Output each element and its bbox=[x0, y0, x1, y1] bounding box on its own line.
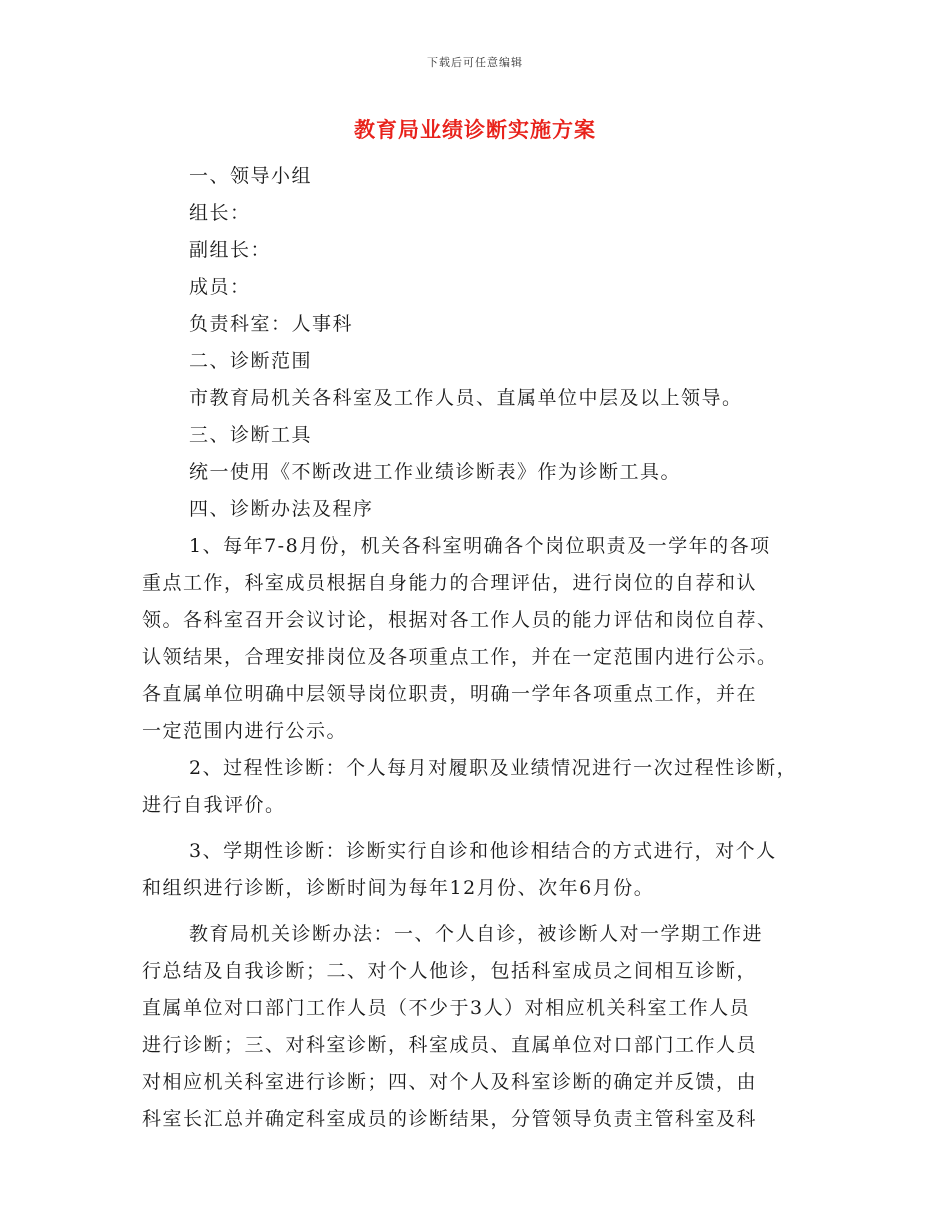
paragraph-line: 各直属单位明确中层领导岗位职责，明确一学年各项重点工作，并在 bbox=[142, 683, 758, 705]
text-line: 负责科室：人事科 bbox=[189, 313, 354, 335]
text-line: 成员： bbox=[189, 276, 251, 298]
paragraph-line: 一定范围内进行公示。 bbox=[142, 720, 348, 742]
section-heading-methods: 四、诊断办法及程序 bbox=[189, 498, 374, 520]
text-line: 统一使用《不断改进工作业绩诊断表》作为诊断工具。 bbox=[189, 461, 682, 483]
paragraph-line: 行总结及自我诊断；二、对个人他诊，包括科室成员之间相互诊断， bbox=[142, 960, 758, 982]
paragraph-line: 2、过程性诊断：个人每月对履职及业绩情况进行一次过程性诊断， bbox=[189, 757, 798, 779]
section-heading-scope: 二、诊断范围 bbox=[189, 350, 313, 372]
text-line: 组长： bbox=[189, 202, 251, 224]
text-line: 市教育局机关各科室及工作人员、直属单位中层及以上领导。 bbox=[189, 387, 743, 409]
paragraph-line: 直属单位对口部门工作人员（不少于3人）对相应机关科室工作人员 bbox=[142, 997, 751, 1019]
paragraph-line: 进行诊断；三、对科室诊断，科室成员、直属单位对口部门工作人员 bbox=[142, 1034, 758, 1056]
page-header-note: 下载后可任意编辑 bbox=[427, 56, 523, 69]
section-heading-tools: 三、诊断工具 bbox=[189, 424, 313, 446]
paragraph-line: 和组织进行诊断，诊断时间为每年12月份、次年6月份。 bbox=[142, 877, 655, 899]
paragraph-line: 重点工作，科室成员根据自身能力的合理评估，进行岗位的自荐和认 bbox=[142, 572, 758, 594]
section-heading-leadership: 一、领导小组 bbox=[189, 165, 313, 187]
paragraph-line: 3、学期性诊断：诊断实行自诊和他诊相结合的方式进行，对个人 bbox=[189, 840, 777, 862]
paragraph-line: 教育局机关诊断办法：一、个人自诊，被诊断人对一学期工作进 bbox=[189, 923, 764, 945]
paragraph-line: 认领结果，合理安排岗位及各项重点工作，并在一定范围内进行公示。 bbox=[142, 646, 778, 668]
document-body bbox=[142, 158, 814, 1138]
paragraph-line: 对相应机关科室进行诊断；四、对个人及科室诊断的确定并反馈，由 bbox=[142, 1071, 758, 1093]
paragraph-line: 领。各科室召开会议讨论，根据对各工作人员的能力评估和岗位自荐、 bbox=[142, 609, 778, 631]
text-line: 副组长： bbox=[189, 239, 272, 261]
paragraph-line: 1、每年7-8月份，机关各科室明确各个岗位职责及一学年的各项 bbox=[189, 535, 771, 557]
document-title: 教育局业绩诊断实施方案 bbox=[354, 117, 596, 142]
paragraph-line: 进行自我评价。 bbox=[142, 794, 286, 816]
paragraph-line: 科室长汇总并确定科室成员的诊断结果，分管领导负责主管科室及科 bbox=[142, 1108, 758, 1130]
